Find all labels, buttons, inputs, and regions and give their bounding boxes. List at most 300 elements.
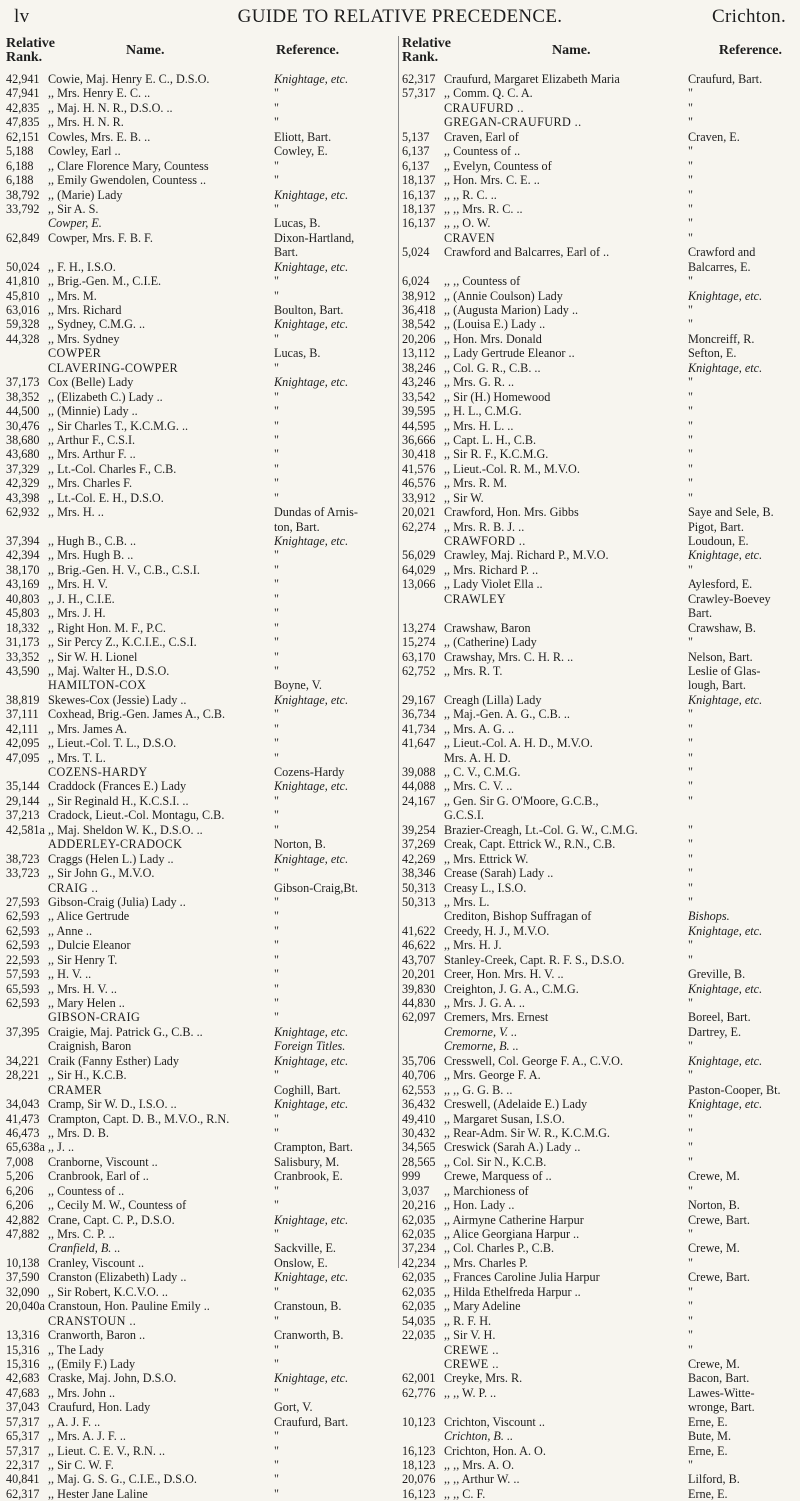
entry-row: [402, 1343, 796, 1357]
reference-cell: ": [688, 562, 693, 577]
rank-cell: 65,317: [6, 1429, 40, 1444]
reference-cell: Crawshaw, B.: [688, 620, 756, 635]
rank-cell: 44,500: [6, 404, 40, 419]
entry-row: [6, 130, 396, 144]
rank-cell: 22,317: [6, 1458, 40, 1472]
entry-row: [6, 476, 396, 490]
rank-cell: 13,112: [402, 346, 436, 361]
rank-cell: 37,590: [6, 1270, 40, 1285]
name-cell: CRAMER: [48, 1082, 102, 1097]
reference-cell: Boulton, Bart.: [274, 303, 344, 317]
name-cell: Cowles, Mrs. E. B. ..: [48, 129, 151, 144]
reference-cell: Aylesford, E.: [688, 577, 753, 592]
rank-cell: 42,683: [6, 1371, 40, 1386]
rank-cell: 62,151: [6, 129, 40, 144]
entry-row: [6, 245, 396, 259]
entry-row: [402, 1270, 796, 1284]
reference-cell: ": [688, 115, 693, 130]
name-cell: Cremorne, B. ..: [444, 1039, 519, 1054]
reference-cell: ": [688, 1140, 693, 1155]
name-cell: ,, Mrs. R. M.: [444, 476, 507, 491]
name-cell: CRAWFORD ..: [444, 534, 526, 548]
name-cell: Crichton, Hon. A. O.: [444, 1443, 546, 1458]
reference-cell: ": [274, 606, 279, 621]
entry-row: [402, 938, 796, 952]
rank-cell: 42,329: [6, 476, 40, 491]
reference-cell: ": [688, 635, 693, 650]
running-head: Crichton.: [712, 6, 786, 27]
reference-cell: Knightage, etc.: [688, 548, 763, 563]
reference-cell: ": [274, 967, 279, 982]
reference-cell: ": [274, 1227, 279, 1241]
name-cell: ,, Alice Gertrude: [48, 909, 130, 924]
entry-row: [6, 216, 396, 230]
reference-cell: ": [274, 1284, 279, 1299]
reference-cell: Norton, B.: [274, 837, 326, 852]
reference-cell: Boyne, V.: [274, 678, 322, 693]
reference-cell: ": [688, 317, 693, 332]
rank-cell: 16,123: [402, 1486, 436, 1501]
rank-cell: 37,234: [402, 1241, 436, 1256]
entry-row: [6, 1299, 396, 1313]
reference-cell: Gort, V.: [274, 1400, 313, 1415]
entry-row: [402, 996, 796, 1010]
name-cell: Cowley, Earl ..: [48, 144, 121, 159]
name-cell: ,, Sir R. F., K.C.M.G.: [444, 447, 549, 462]
rank-cell: 47,941: [6, 86, 40, 101]
name-cell: ,, Mrs. Ettrick W.: [444, 851, 529, 866]
entry-row: [402, 1112, 796, 1126]
rank-cell: 38,792: [6, 187, 40, 202]
name-cell: ,, Sir W. H. Lionel: [48, 649, 138, 664]
reference-cell: Greville, B.: [688, 967, 746, 982]
entry-row: [402, 346, 796, 360]
name-cell: CRAWLEY: [444, 591, 507, 606]
entry-row: [6, 650, 396, 664]
entry-row: [402, 202, 796, 216]
name-cell: ,, Mrs. Arthur F. ..: [48, 447, 136, 462]
reference-cell: ": [274, 115, 279, 130]
reference-cell: ": [688, 230, 693, 245]
entry-row: [6, 317, 396, 331]
name-cell: ,, Sydney, C.M.G. ..: [48, 317, 146, 332]
reference-cell: ": [274, 490, 279, 505]
reference-cell: Bute, M.: [688, 1429, 731, 1444]
entry-row: [6, 1054, 396, 1068]
name-cell: Cramp, Sir W. D., I.S.O. ..: [48, 1097, 177, 1112]
rank-cell: 62,317: [6, 1486, 40, 1501]
name-cell: ,, Mrs. C. V. ..: [444, 779, 513, 794]
entry-row: [402, 1140, 796, 1154]
rank-cell: 43,169: [6, 577, 40, 592]
name-cell: ,, Sir (H.) Homewood: [444, 389, 551, 404]
entry-row: [402, 1213, 796, 1227]
name-cell: ,, (Augusta Marion) Lady ..: [444, 303, 579, 317]
reference-cell: ": [274, 591, 279, 606]
rank-cell: 27,593: [6, 894, 40, 909]
reference-cell: ": [274, 909, 279, 924]
reference-cell: Knightage, etc.: [274, 72, 349, 86]
name-cell: ,, Sir V. H.: [444, 1328, 496, 1343]
entry-row: [6, 779, 396, 793]
reference-cell: ": [274, 1010, 279, 1025]
entry-row: [402, 1126, 796, 1140]
name-cell: ,, Lieut.-Col. A. H. D., M.V.O.: [444, 736, 593, 751]
reference-cell: wronge, Bart.: [688, 1400, 755, 1415]
rank-cell: 37,111: [6, 707, 39, 722]
name-cell: ,, Maj. Sheldon W. K., D.S.O. ..: [48, 822, 203, 837]
reference-cell: Loudoun, E.: [688, 534, 749, 548]
reference-cell: ": [274, 808, 279, 823]
name-cell: Creyke, Mrs. R.: [444, 1371, 523, 1386]
name-cell: ,, Maj.-Gen. A. G., C.B. ..: [444, 707, 570, 722]
name-cell: ,, J. ..: [48, 1140, 75, 1155]
reference-cell: ": [688, 1313, 693, 1328]
entry-row: [402, 260, 796, 274]
name-cell: Mrs. A. H. D.: [444, 750, 511, 765]
name-cell: ,, Sir John G., M.V.O.: [48, 866, 155, 881]
reference-cell: ": [688, 476, 693, 491]
name-cell: Cradock, Lieut.-Col. Montagu, C.B.: [48, 808, 225, 823]
entry-row: [402, 751, 796, 765]
reference-cell: ": [688, 375, 693, 390]
entry-row: [402, 1314, 796, 1328]
entry-row: [402, 1357, 796, 1371]
rank-cell: 43,590: [6, 663, 40, 678]
name-cell: CRAVEN: [444, 230, 495, 245]
rank-cell: 62,776: [402, 1385, 436, 1400]
reference-cell: ": [274, 707, 279, 722]
reference-cell: Knightage, etc.: [688, 692, 763, 707]
entry-row: [402, 491, 796, 505]
name-cell: ,, Mrs. George F. A.: [444, 1068, 541, 1083]
rank-cell: 38,723: [6, 851, 40, 866]
name-cell: ,, Hester Jane Laline: [48, 1486, 148, 1501]
reference-cell: Knightage, etc.: [688, 981, 763, 996]
rank-cell: 62,932: [6, 505, 40, 520]
name-cell: ,, Maj. Walter H., D.S.O.: [48, 663, 170, 678]
rank-cell: 62,593: [6, 923, 40, 938]
entry-row: [402, 548, 796, 562]
entry-row: [6, 86, 396, 100]
entry-row: [402, 1184, 796, 1198]
rank-cell: 30,418: [402, 447, 436, 462]
entry-row: [6, 577, 396, 591]
name-cell: Craignish, Baron: [48, 1039, 132, 1054]
reference-cell: ": [688, 793, 693, 808]
rank-cell: 38,912: [402, 288, 436, 303]
rank-cell: 46,622: [402, 938, 436, 953]
name-cell: ,, Sir Robert, K.C.V.O. ..: [48, 1284, 168, 1299]
rank-cell: 56,029: [402, 548, 436, 563]
name-cell: Cowie, Maj. Henry E. C., D.S.O.: [48, 72, 210, 86]
name-cell: ,, Mrs. L.: [444, 894, 490, 909]
name-cell: Craggs (Helen L.) Lady ..: [48, 851, 174, 866]
name-cell: Cowper, Mrs. F. B. F.: [48, 230, 153, 245]
name-cell: ,, Mrs. Henry E. C. ..: [48, 86, 151, 101]
name-cell: Craske, Maj. John, D.S.O.: [48, 1371, 177, 1386]
entry-row: [402, 707, 796, 721]
reference-cell: ": [688, 1068, 693, 1083]
entry-row: [6, 794, 396, 808]
entry-row: [6, 1371, 396, 1385]
name-cell: ,, (Marie) Lady: [48, 187, 123, 202]
name-cell: ,, Lieut. C. E. V., R.N. ..: [48, 1443, 166, 1458]
name-cell: ,, Frances Caroline Julia Harpur: [444, 1270, 600, 1285]
entry-row: [402, 144, 796, 158]
reference-cell: ": [688, 1342, 693, 1357]
entry-row: [6, 1357, 396, 1371]
name-cell: HAMILTON-COX: [48, 678, 147, 693]
reference-cell: ": [688, 894, 693, 909]
rank-cell: 62,752: [402, 663, 436, 678]
entry-row: [402, 852, 796, 866]
rank-cell: 30,476: [6, 418, 40, 433]
rank-cell: 62,593: [6, 996, 40, 1010]
name-cell: ,, Lt.-Col. Charles F., C.B.: [48, 461, 177, 476]
reference-cell: Cozens-Hardy: [274, 765, 345, 779]
reference-cell: ": [688, 490, 693, 505]
entry-row: [6, 664, 396, 678]
rank-cell: 47,835: [6, 115, 40, 130]
rank-cell: 59,328: [6, 317, 40, 332]
name-cell: ,, Mrs. Hugh B. ..: [48, 548, 134, 563]
name-cell: ,, Mrs. G. R. ..: [444, 375, 515, 390]
entry-row: [402, 577, 796, 591]
name-cell: Creak, Capt. Ettrick W., R.N., C.B.: [444, 837, 616, 852]
rank-cell: 65,593: [6, 981, 40, 996]
reference-cell: ": [688, 173, 693, 188]
reference-cell: Knightage, etc.: [274, 851, 349, 866]
reference-cell: ": [688, 721, 693, 736]
reference-cell: ": [274, 548, 279, 563]
rank-cell: 38,542: [402, 317, 436, 332]
reference-cell: Crewe, M.: [688, 1169, 740, 1184]
reference-cell: ": [688, 1125, 693, 1140]
rank-cell: 36,666: [402, 432, 436, 447]
reference-cell: Gibson-Craig,Bt.: [274, 880, 358, 895]
entry-row: [402, 866, 796, 880]
reference-cell: Dundas of Arnis-: [274, 505, 358, 520]
reference-cell: Knightage, etc.: [274, 317, 349, 332]
reference-cell: Knightage, etc.: [274, 692, 349, 707]
rank-cell: 37,043: [6, 1400, 40, 1415]
name-cell: ,, Rear-Adm. Sir W. R., K.C.M.G.: [444, 1125, 610, 1140]
entry-row: [6, 1270, 396, 1284]
entry-row: [6, 967, 396, 981]
rank-cell: 44,595: [402, 418, 436, 433]
reference-cell: ": [274, 1198, 279, 1213]
entry-row: [6, 1068, 396, 1082]
entry-row: [6, 606, 396, 620]
name-cell: ,, Mrs. Charles P.: [444, 1255, 528, 1270]
reference-cell: ": [274, 1068, 279, 1083]
reference-cell: ": [274, 822, 279, 837]
rank-cell: 29,167: [402, 692, 436, 707]
reference-cell: Cowley, E.: [274, 144, 328, 159]
entry-row: [6, 72, 396, 86]
name-cell: ,, Dulcie Eleanor: [48, 938, 131, 953]
reference-cell: ": [274, 793, 279, 808]
entry-row: [6, 1169, 396, 1183]
name-cell: Crawshaw, Baron: [444, 620, 531, 635]
reference-cell: ": [688, 86, 693, 101]
reference-cell: Knightage, etc.: [274, 375, 349, 390]
rank-cell: 37,173: [6, 375, 40, 390]
entry-row: [6, 563, 396, 577]
reference-cell: ": [274, 274, 279, 289]
name-cell: ,, ,, O. W.: [444, 216, 491, 231]
name-cell: ,, Lieut.-Col. T. L., D.S.O.: [48, 736, 177, 751]
reference-cell: ": [274, 201, 279, 216]
rank-cell: 62,553: [402, 1082, 436, 1097]
rank-cell: 35,706: [402, 1053, 436, 1068]
reference-cell: ": [274, 750, 279, 765]
reference-cell: Pigot, Bart.: [688, 519, 744, 534]
rank-cell: 34,043: [6, 1097, 40, 1112]
rank-cell: 18,332: [6, 620, 40, 635]
reference-cell: ": [688, 1458, 693, 1472]
entry-row: [402, 765, 796, 779]
entry-row: [402, 159, 796, 173]
reference-cell: ": [274, 1443, 279, 1458]
entry-row: [6, 404, 396, 418]
reference-cell: Crampton, Bart.: [274, 1140, 353, 1155]
entry-row: [402, 404, 796, 418]
rank-cell: 62,593: [6, 909, 40, 924]
reference-cell: ": [688, 822, 693, 837]
entry-row: [402, 86, 796, 100]
entry-row: [402, 664, 796, 678]
entry-row: [6, 1444, 396, 1458]
rank-cell: 37,394: [6, 534, 40, 548]
entry-row: [6, 390, 396, 404]
name-cell: ,, Mary Adeline: [444, 1299, 521, 1314]
entry-row: [6, 1083, 396, 1097]
rank-cell: 35,144: [6, 779, 40, 794]
reference-cell: ": [688, 461, 693, 476]
rank-cell: 20,021: [402, 505, 436, 520]
entry-row: [402, 909, 796, 923]
rank-cell: 50,024: [6, 259, 40, 274]
entry-row: [6, 1198, 396, 1212]
reference-cell: ": [274, 635, 279, 650]
reference-cell: Crewe, Bart.: [688, 1212, 750, 1227]
name-cell: ,, Sir Henry T.: [48, 952, 118, 967]
reference-cell: ": [688, 736, 693, 751]
entry-row: [402, 1198, 796, 1212]
entry-row: [402, 592, 796, 606]
name-cell: ,, J. H., C.I.E.: [48, 591, 115, 606]
name-cell: Skewes-Cox (Jessie) Lady ..: [48, 692, 187, 707]
rank-cell: 42,234: [402, 1255, 436, 1270]
entry-row: [6, 866, 396, 880]
reference-cell: Sackville, E.: [274, 1241, 336, 1256]
entry-row: [402, 274, 796, 288]
rank-cell: 34,221: [6, 1053, 40, 1068]
name-cell: ,, Right Hon. M. F., P.C.: [48, 620, 166, 635]
name-cell: ,, Hugh B., C.B. ..: [48, 534, 137, 548]
entry-row: [6, 462, 396, 476]
name-cell: ,, H. V. ..: [48, 967, 92, 982]
left-column: [6, 36, 396, 1501]
entry-row: [6, 881, 396, 895]
right-column: [402, 36, 796, 1501]
entry-row: [6, 346, 396, 360]
name-cell: ,, Mrs. T. L.: [48, 750, 106, 765]
entry-row: [6, 996, 396, 1010]
name-cell: Craufurd, Hon. Lady: [48, 1400, 151, 1415]
reference-cell: Balcarres, E.: [688, 259, 751, 274]
entry-row: [402, 1039, 796, 1053]
entry-row: [402, 173, 796, 187]
entry-row: [402, 231, 796, 245]
entry-row: [6, 895, 396, 909]
reference-cell: ": [274, 721, 279, 736]
rank-cell: 42,095: [6, 736, 40, 751]
rank-cell: 41,734: [402, 721, 436, 736]
name-cell: ,, Countess of ..: [444, 144, 521, 159]
name-cell: ,, Mrs. Richard: [48, 303, 122, 317]
reference-cell: Crewe, M.: [688, 1356, 740, 1371]
reference-cell: ": [274, 1183, 279, 1198]
reference-cell: Craufurd, Bart.: [274, 1414, 349, 1429]
rank-cell: 41,576: [402, 461, 436, 476]
entry-row: [6, 938, 396, 952]
name-cell: ,, Maj. H. N. R., D.S.O. ..: [48, 100, 173, 115]
name-cell: ,, Mrs. Charles F.: [48, 476, 132, 491]
name-cell: Craigie, Maj. Patrick G., C.B. ..: [48, 1024, 203, 1039]
rank-cell: 999: [402, 1169, 421, 1184]
name-cell: ,, Lady Violet Ella ..: [444, 577, 543, 592]
entry-row: [6, 1140, 396, 1154]
entry-row: [402, 332, 796, 346]
rank-cell: 62,035: [402, 1284, 436, 1299]
entry-row: [402, 967, 796, 981]
reference-cell: ": [688, 866, 693, 881]
name-cell: ,, ,, Arthur W. ..: [444, 1472, 520, 1487]
entry-row: [6, 1039, 396, 1053]
rank-cell: 15,316: [6, 1356, 40, 1371]
entry-row: [402, 130, 796, 144]
entry-row: [402, 361, 796, 375]
rank-cell: 43,680: [6, 447, 40, 462]
entry-row: [6, 548, 396, 562]
rank-cell: 42,394: [6, 548, 40, 563]
reference-cell: Erne, E.: [688, 1443, 728, 1458]
reference-cell: ": [274, 476, 279, 491]
rank-cell: 31,173: [6, 635, 40, 650]
entry-row: [402, 650, 796, 664]
name-cell: ,, ,, G. G. B. ..: [444, 1082, 513, 1097]
reference-cell: ": [274, 432, 279, 447]
entry-row: [402, 606, 796, 620]
entry-row: [6, 159, 396, 173]
entry-row: [402, 794, 796, 808]
name-cell: ,, C. V., C.M.G.: [444, 765, 521, 779]
entry-row: [402, 1155, 796, 1169]
entry-row: [402, 476, 796, 490]
name-cell: ,, Mrs. Sydney: [48, 331, 120, 346]
reference-cell: Knightage, etc.: [688, 923, 763, 938]
entry-row: [402, 390, 796, 404]
entry-row: [6, 1184, 396, 1198]
reference-cell: ": [274, 577, 279, 592]
rank-cell: 6,137: [402, 144, 430, 159]
rank-cell: 16,137: [402, 216, 436, 231]
reference-cell: ": [274, 894, 279, 909]
rank-cell: 3,037: [402, 1183, 430, 1198]
